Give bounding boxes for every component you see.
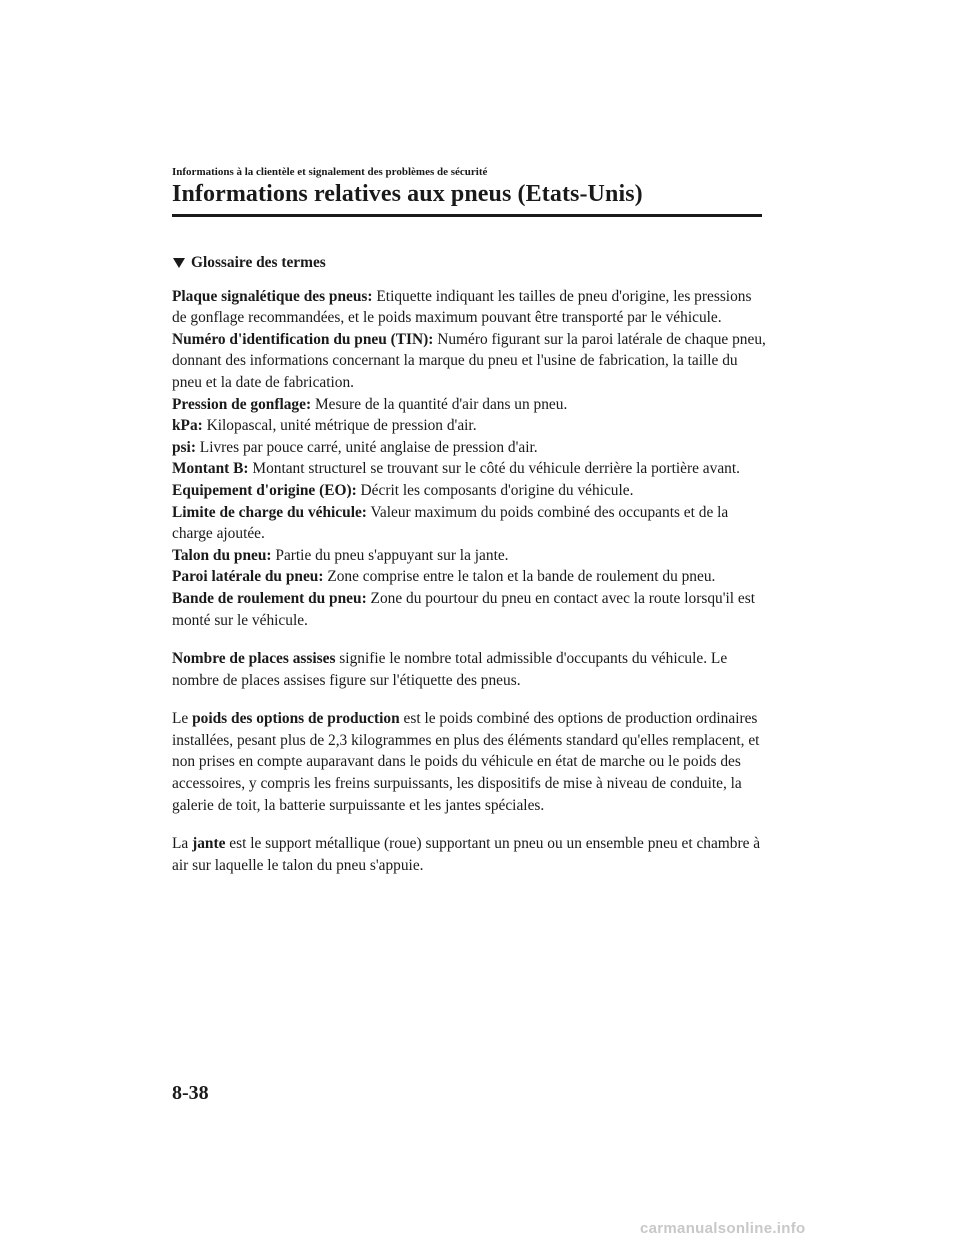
glossary-term: Limite de charge du véhicule: — [172, 503, 367, 521]
glossary-term: Pression de gonflage: — [172, 395, 312, 413]
rim-paragraph — [172, 833, 767, 876]
header-divider — [172, 214, 762, 217]
glossary-term: Talon du pneu: — [172, 546, 272, 564]
glossary-definition: Zone comprise entre le talon et la bande de roulement du pneu. — [323, 568, 716, 586]
glossary-entry — [172, 502, 767, 545]
page-title: Informations relatives aux pneus (Etats-Unis) — [172, 181, 643, 207]
glossary-list — [172, 286, 767, 632]
glossary-entry — [172, 545, 767, 567]
glossary-definition: Montant structurel se trouvant sur le côté du véhicule derrière la portière avant. — [248, 460, 740, 478]
rim-text: est le support métallique (roue) supportant un pneu ou un ensemble pneu et chambre à air sur laquelle le talon du pneu s'appuie. — [172, 835, 761, 874]
rim-prefix: La — [172, 835, 193, 853]
glossary-term: psi: — [172, 438, 196, 456]
glossary-heading-text: Glossaire des termes — [191, 254, 326, 271]
page-content — [172, 252, 767, 876]
glossary-term: kPa: — [172, 417, 203, 435]
rim-term: jante — [192, 835, 226, 853]
glossary-term: Equipement d'origine (EO): — [172, 481, 357, 499]
glossary-term: Montant B: — [172, 460, 249, 478]
glossary-term: Bande de roulement du pneu: — [172, 589, 367, 607]
options-prefix: Le — [172, 710, 193, 728]
seating-paragraph — [172, 648, 767, 691]
glossary-definition: Décrit les composants d'origine du véhicule. — [356, 481, 634, 499]
glossary-entry — [172, 566, 767, 588]
options-term: poids des options de production — [192, 710, 400, 728]
glossary-term: Plaque signalétique des pneus: — [172, 287, 373, 305]
triangle-down-icon — [173, 258, 185, 268]
glossary-heading — [172, 252, 767, 274]
glossary-definition: Livres par pouce carré, unité anglaise de pression d'air. — [195, 438, 538, 456]
glossary-definition: Valeur maximum du poids combiné des occupants et de la charge ajoutée. — [172, 503, 729, 543]
glossary-entry — [172, 480, 767, 502]
seating-term: Nombre de places assises — [172, 650, 336, 668]
watermark: carmanualsonline.info — [640, 1220, 806, 1237]
glossary-definition: Kilopascal, unité métrique de pression d'air. — [202, 417, 477, 435]
glossary-entry — [172, 437, 767, 459]
section-label: Informations à la clientèle et signalement des problèmes de sécurité — [172, 166, 488, 178]
options-paragraph — [172, 708, 767, 816]
seating-text: signifie le nombre total admissible d'occupants du véhicule. Le nombre de places assises figure sur l'étiquette des pneus. — [172, 650, 728, 689]
page-number: 8-38 — [172, 1082, 209, 1104]
glossary-definition: Mesure de la quantité d'air dans un pneu. — [311, 395, 568, 413]
glossary-entry — [172, 588, 767, 631]
glossary-entry — [172, 458, 767, 480]
glossary-term: Paroi latérale du pneu: — [172, 568, 324, 586]
glossary-definition: Numéro figurant sur la paroi latérale de chaque pneu, donnant des informations concernant la marque du pneu et l'usine de fabrication, la taille du pneu et la date de fabrication. — [172, 330, 766, 391]
glossary-entry — [172, 286, 767, 329]
glossary-entry — [172, 415, 767, 437]
glossary-entry — [172, 394, 767, 416]
glossary-term: Numéro d'identification du pneu (TIN): — [172, 330, 434, 348]
options-text: est le poids combiné des options de production ordinaires installées, pesant plus de 2,3 kilogrammes en plus des éléments standard qu'elles remplacent, et non prises en compte auparavant dans le poids du véhicule en état de marche ou le poids des accessoires, y compris les freins surpuissants, les dispositifs de mise à niveau de conduite, la galerie de toit, la batterie surpuissante et les jantes spéciales. — [172, 710, 760, 814]
glossary-entry — [172, 329, 767, 394]
glossary-definition: Etiquette indiquant les tailles de pneu d'origine, les pressions de gonflage recommandées, et le poids maximum pouvant être transporté par le véhicule. — [172, 287, 752, 327]
glossary-definition: Zone du pourtour du pneu en contact avec la route lorsqu'il est monté sur le véhicule. — [172, 589, 755, 629]
glossary-definition: Partie du pneu s'appuyant sur la jante. — [271, 546, 509, 564]
